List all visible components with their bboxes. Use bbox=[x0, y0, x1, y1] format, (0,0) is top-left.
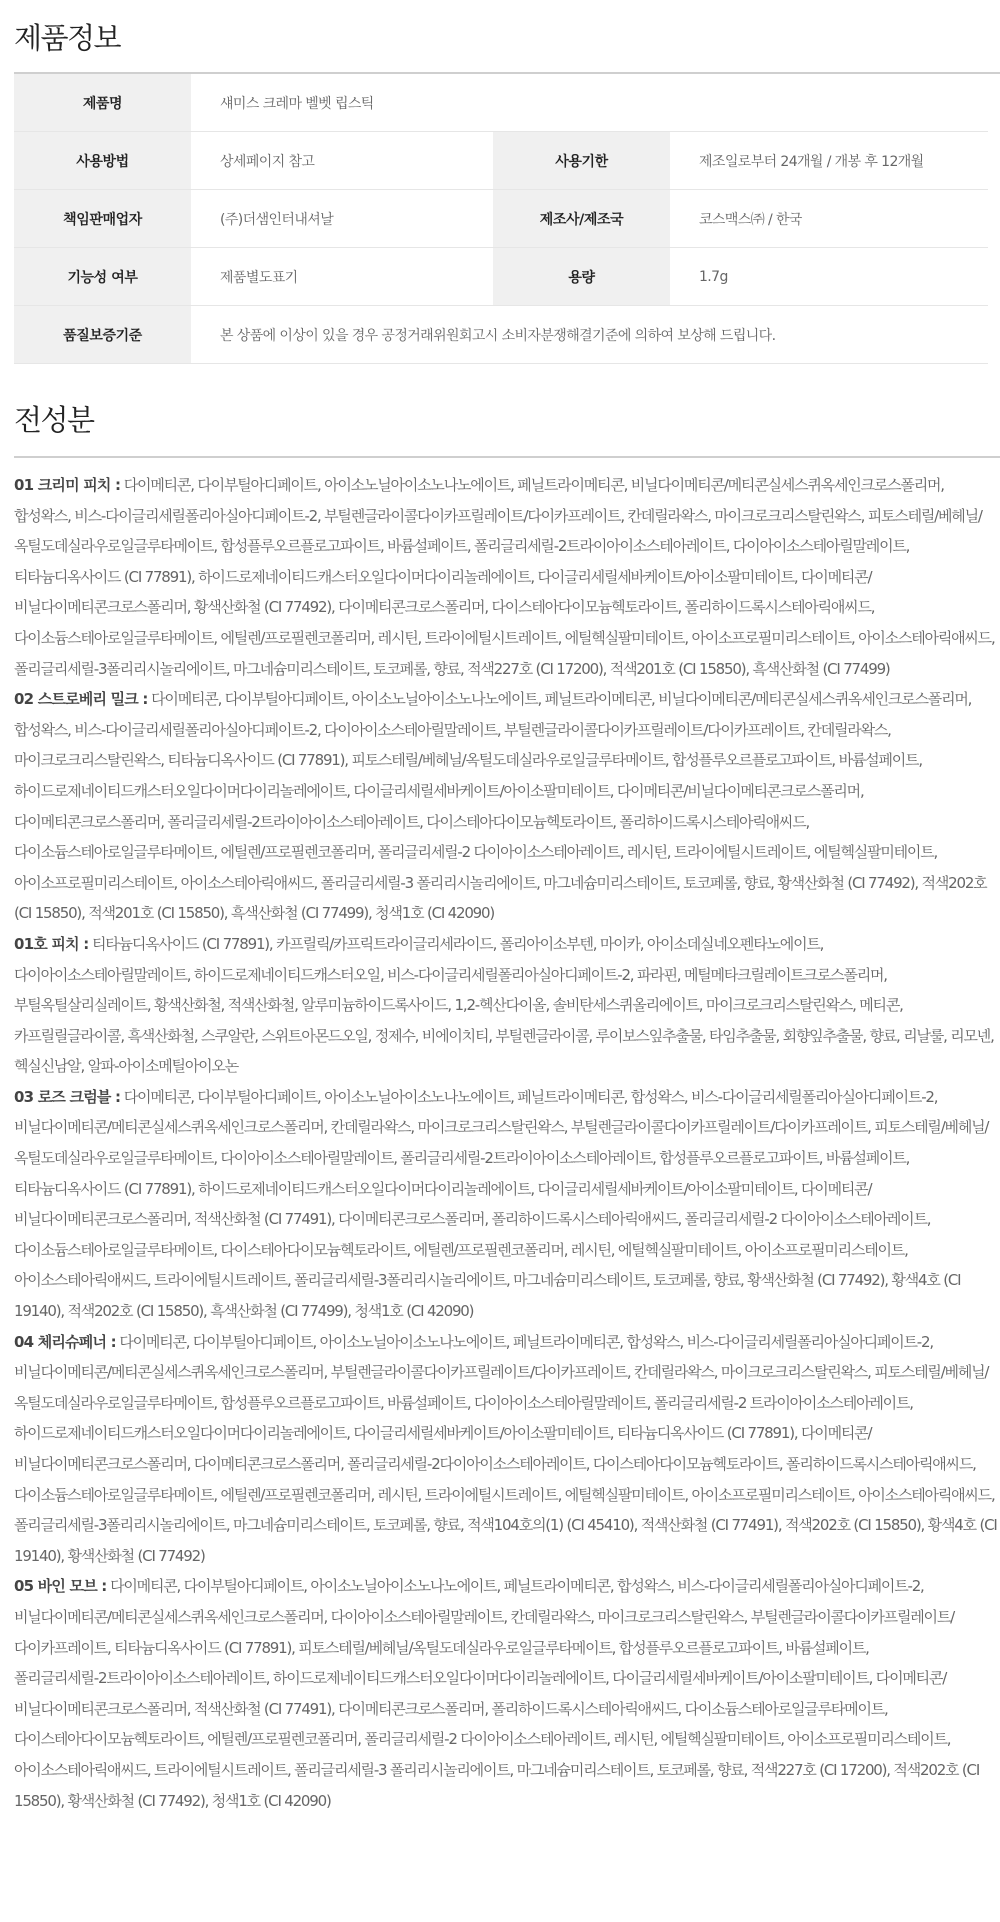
usage-label: 사용방법 bbox=[14, 132, 191, 190]
shade-name: 05 바인 모브 : bbox=[14, 1577, 107, 1596]
ingredient-block-vine-mauve bbox=[14, 1571, 1000, 1816]
ingredient-text: 다이메티콘, 다이부틸아디페이트, 아이소노닐아이소노나노에이트, 페닐트라이메티콘, 비닐다이메티콘/메티콘실세스퀴옥세인크로스폴리머, 합성왁스, 비스-다이글리세릴폴리아실아디페이트-2, 다이아이소스테아릴말레이트, 부틸렌글라이콜다이카프릴레이트/다이카프레이트, 칸데릴라왁스, 마이크로크리스탈린왁스, 티타늄디옥사이드 (CI 77891), 피토스테릴/베헤닐/옥틸도데실라우로일글루타메이트, 합성플루오르플로고파이트, 바륨설페이트, 하이드로제네이티드캐스터오일다이머다이리놀레에이트, 다이글리세릴세바케이트/아이소팔미테이트, 다이메티콘/비닐다이메티콘크로스폴리머, 다이메티콘크로스폴리머, 폴리글리세릴-2트라이아이소스테아레이트, 다이스테아다이모늄헥토라이트, 폴리하이드록시스테아릭애씨드, 다이소듐스테아로일글루타메이트, 에틸렌/프로필렌코폴리머, 폴리글리세릴-2 다이아이소스테아레이트, 레시틴, 트라이에틸시트레이트, 에틸헥실팔미테이트, 아이소프로필미리스테이트, 아이소스테아릭애씨드, 폴리글리세릴-3 폴리리시놀리에이트, 마그네슘미리스테이트, 토코페롤, 향료, 황색산화철 (CI 77492), 적색202호 (CI 15850), 적색201호 (CI 15850), 흑색산화철 (CI 77499), 청색1호 (CI 42090) bbox=[14, 690, 987, 923]
volume-value: 1.7g bbox=[670, 248, 988, 306]
functional-label: 기능성 여부 bbox=[14, 248, 191, 306]
table-row bbox=[14, 248, 988, 306]
ingredient-text: 다이메티콘, 다이부틸아디페이트, 아이소노닐아이소노나노에이트, 페닐트라이메티콘, 비닐다이메티콘/메티콘실세스퀴옥세인크로스폴리머, 합성왁스, 비스-다이글리세릴폴리아실아디페이트-2, 부틸렌글라이콜다이카프릴레이트/다이카프레이트, 칸데릴라왁스, 마이크로크리스탈린왁스, 피토스테릴/베헤닐/옥틸도데실라우로일글루타메이트, 합성플루오르플로고파이트, 바륨설페이트, 폴리글리세릴-2트라이아이소스테아레이트, 다이아이소스테아릴말레이트, 티타늄디옥사이드 (CI 77891), 하이드로제네이티드캐스터오일다이머다이리놀레에이트, 다이글리세릴세바케이트/아이소팔미테이트, 다이메티콘/비닐다이메티콘크로스폴리머, 황색산화철 (CI 77492), 다이메티콘크로스폴리머, 다이스테아다이모늄헥토라이트, 폴리하이드록시스테아릭애씨드, 다이소듐스테아로일글루타메이트, 에틸렌/프로필렌코폴리머, 레시틴, 트라이에틸시트레이트, 에틸헥실팔미테이트, 아이소프로필미리스테이트, 아이소스테아릭애씨드, 폴리글리세릴-3폴리리시놀리에이트, 마그네슘미리스테이트, 토코페롤, 향료, 적색227호 (CI 17200), 적색201호 (CI 15850), 흑색산화철 (CI 77499) bbox=[14, 476, 995, 678]
ingredient-text: 다이메티콘, 다이부틸아디페이트, 아이소노닐아이소노나노에이트, 페닐트라이메티콘, 합성왁스, 비스-다이글리세릴폴리아실아디페이트-2, 비닐다이메티콘/메티콘실세스퀴옥세인크로스폴리머, 다이아이소스테아릴말레이트, 칸데릴라왁스, 마이크로크리스탈린왁스, 부틸렌글라이콜다이카프릴레이트/다이카프레이트, 티타늄디옥사이드 (CI 77891), 피토스테릴/베헤닐/옥틸도데실라우로일글루타메이트, 합성플루오르플로고파이트, 바륨설페이트, 폴리글리세릴-2트라이아이소스테아레이트, 하이드로제네이티드캐스터오일다이머다이리놀레에이트, 다이글리세릴세바케이트/아이소팔미테이트, 다이메티콘/비닐다이메티콘크로스폴리머, 적색산화철 (CI 77491), 다이메티콘크로스폴리머, 폴리하이드록시스테아릭애씨드, 다이소듐스테아로일글루타메이트, 다이스테아다이모늄헥토라이트, 에틸렌/프로필렌코폴리머, 폴리글리세릴-2 다이아이소스테아레이트, 레시틴, 에틸헥실팔미테이트, 아이소프로필미리스테이트, 아이소스테아릭애씨드, 트라이에틸시트레이트, 폴리글리세릴-3 폴리리시놀리에이트, 마그네슘미리스테이트, 토코페롤, 향료, 적색227호 (CI 17200), 적색202호 (CI 15850), 황색산화철 (CI 77492), 청색1호 (CI 42090) bbox=[14, 1577, 980, 1810]
ingredient-text: 다이메티콘, 다이부틸아디페이트, 아이소노닐아이소노나노에이트, 페닐트라이메티콘, 합성왁스, 비스-다이글리세릴폴리아실아디페이트-2, 비닐다이메티콘/메티콘실세스퀴옥세인크로스폴리머, 칸데릴라왁스, 마이크로크리스탈린왁스, 부틸렌글라이콜다이카프릴레이트/다이카프레이트, 피토스테릴/베헤닐/옥틸도데실라우로일글루타메이트, 다이아이소스테아릴말레이트, 폴리글리세릴-2트라이아이소스테아레이트, 합성플루오르플로고파이트, 바륨설페이트, 티타늄디옥사이드 (CI 77891), 하이드로제네이티드캐스터오일다이머다이리놀레에이트, 다이글리세릴세바케이트/아이소팔미테이트, 다이메티콘/비닐다이메티콘크로스폴리머, 적색산화철 (CI 77491), 다이메티콘크로스폴리머, 폴리하이드록시스테아릭애씨드, 폴리글리세릴-2 다이아이소스테아레이트, 다이소듐스테아로일글루타메이트, 다이스테아다이모늄헥토라이트, 에틸렌/프로필렌코폴리머, 레시틴, 에틸헥실팔미테이트, 아이소프로필미리스테이트, 아이소스테아릭애씨드, 트라이에틸시트레이트, 폴리글리세릴-3폴리리시놀리에이트, 마그네슘미리스테이트, 토코페롤, 향료, 황색산화철 (CI 77492), 황색4호 (CI 19140), 적색202호 (CI 15850), 흑색산화철 (CI 77499), 청색1호 (CI 42090) bbox=[14, 1087, 989, 1321]
product-name-value: 섀미스 크레마 벨벳 립스틱 bbox=[191, 74, 988, 132]
usage-value: 상세페이지 참고 bbox=[191, 132, 493, 190]
ingredient-block-cherry-schpenner bbox=[14, 1327, 1000, 1572]
product-name-label: 제품명 bbox=[14, 74, 191, 132]
ingredient-block-peach-01 bbox=[14, 929, 1000, 1082]
product-info-table bbox=[14, 74, 988, 364]
seller-label: 책임판매업자 bbox=[14, 190, 191, 248]
table-row bbox=[14, 190, 988, 248]
expiry-label: 사용기한 bbox=[493, 132, 670, 190]
shade-name: 04 체리슈페너 : bbox=[14, 1332, 116, 1351]
table-row bbox=[14, 74, 988, 132]
ingredient-text: 다이메티콘, 다이부틸아디페이트, 아이소노닐아이소노나노에이트, 페닐트라이메티콘, 합성왁스, 비스-다이글리세릴폴리아실아디페이트-2, 비닐다이메티콘/메티콘실세스퀴옥세인크로스폴리머, 부틸렌글라이콜다이카프릴레이트/다이카프레이트, 칸데릴라왁스, 마이크로크리스탈린왁스, 피토스테릴/베헤닐/옥틸도데실라우로일글루타메이트, 합성플루오르플로고파이트, 바륨설페이트, 다이아이소스테아릴말레이트, 폴리글리세릴-2 트라이아이소스테아레이트, 하이드로제네이티드캐스터오일다이머다이리놀레에이트, 다이글리세릴세바케이트/아이소팔미테이트, 티타늄디옥사이드 (CI 77891), 다이메티콘/비닐다이메티콘크로스폴리머, 다이메티콘크로스폴리머, 폴리글리세릴-2다이아이소스테아레이트, 다이스테아다이모늄헥토라이트, 폴리하이드록시스테아릭애씨드, 다이소듐스테아로일글루타메이트, 에틸렌/프로필렌코폴리머, 레시틴, 트라이에틸시트레이트, 에틸헥실팔미테이트, 아이소프로필미리스테이트, 아이소스테아릭애씨드, 폴리글리세릴-3폴리리시놀리에이트, 마그네슘미리스테이트, 토코페롤, 향료, 적색104호의(1) (CI 45410), 적색산화철 (CI 77491), 적색202호 (CI 15850), 황색4호 (CI 19140), 황색산화철 (CI 77492) bbox=[14, 1332, 997, 1565]
product-info-title: 제품정보 bbox=[14, 21, 121, 55]
product-detail-page bbox=[14, 0, 1000, 1816]
functional-value: 제품별도표기 bbox=[191, 248, 493, 306]
shade-name: 02 스트로베리 밀크 : bbox=[14, 690, 148, 709]
manufacturer-value: 코스맥스㈜ / 한국 bbox=[670, 190, 988, 248]
ingredient-block-strawberry-milk bbox=[14, 684, 1000, 929]
shade-name: 03 로즈 크럼블 : bbox=[14, 1087, 121, 1106]
seller-value: (주)더샘인터내셔날 bbox=[191, 190, 493, 248]
ingredients-title: 전성분 bbox=[14, 403, 94, 437]
shade-name: 01 크리미 피치 : bbox=[14, 476, 121, 494]
table-row bbox=[14, 306, 988, 364]
shade-name: 01호 피치 : bbox=[14, 934, 89, 953]
volume-label: 용량 bbox=[493, 248, 670, 306]
expiry-value: 제조일로부터 24개월 / 개봉 후 12개월 bbox=[670, 132, 988, 190]
table-row bbox=[14, 132, 988, 190]
quality-guarantee-value: 본 상품에 이상이 있을 경우 공정거래위원회고시 소비자분쟁해결기준에 의하여 보상해 드립니다. bbox=[191, 306, 988, 364]
ingredient-block-creamy-peach bbox=[14, 470, 1000, 684]
ingredient-block-rose-crumble bbox=[14, 1082, 1000, 1327]
ingredients-list bbox=[14, 458, 1000, 1816]
ingredient-text: 티타늄디옥사이드 (CI 77891), 카프릴릭/카프릭트라이글리세라이드, 폴리아이소부텐, 마이카, 아이소데실네오펜타노에이트, 다이아이소스테아릴말레이트, 하이드로제네이티드캐스터오일, 비스-다이글리세릴폴리아실아디페이트-2, 파라핀, 메틸메타크릴레이트크로스폴리머, 부틸옥틸살리실레이트, 황색산화철, 적색산화철, 알루미늄하이드록사이드, 1,2-헥산다이올, 솔비탄세스퀴올리에이트, 마이크로크리스탈린왁스, 메티콘, 카프릴릴글라이콜, 흑색산화철, 스쿠알란, 스위트아몬드오일, 정제수, 비에이치티, 부틸렌글라이콜, 루이보스잎추출물, 타임추출물, 회향잎추출물, 향료, 리날룰, 리모넨, 헥실신남알, 알파-아이소메틸아이오논 bbox=[14, 934, 994, 1076]
manufacturer-label: 제조사/제조국 bbox=[493, 190, 670, 248]
quality-guarantee-label: 품질보증기준 bbox=[14, 306, 191, 364]
